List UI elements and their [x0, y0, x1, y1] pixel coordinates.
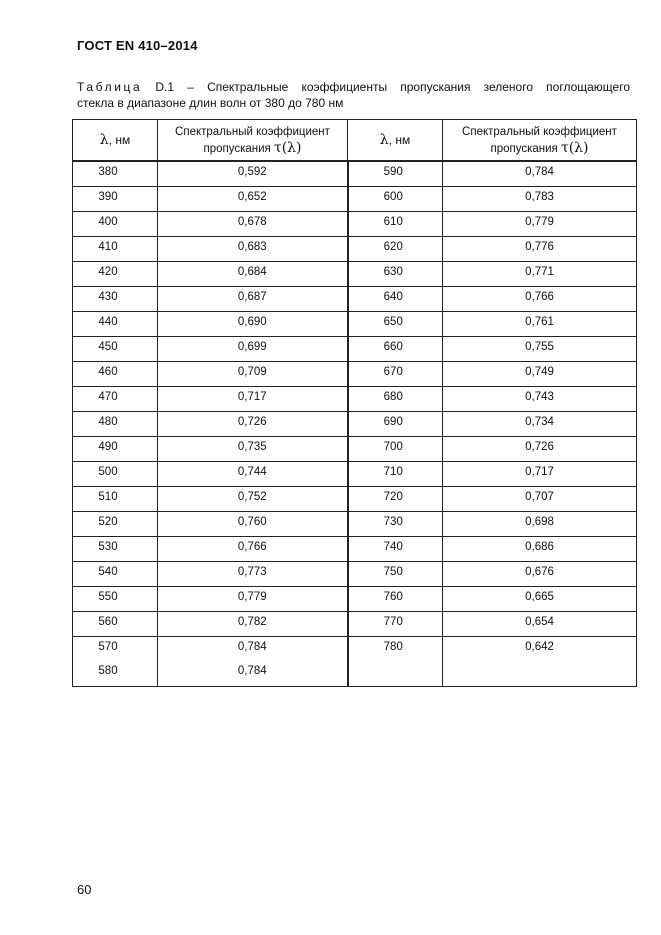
- coefficient-cell-right: 0,698: [443, 511, 637, 536]
- coef-header-line1: Спектральный коэффициент: [175, 125, 330, 138]
- table-row: [73, 461, 637, 486]
- coefficient-cell-right: 0,686: [443, 536, 637, 561]
- table-row: [73, 636, 637, 661]
- wavelength-cell-right: 600: [348, 186, 443, 211]
- wavelength-cell-right: 610: [348, 211, 443, 236]
- coefficient-cell-left: 0,717: [158, 386, 348, 411]
- table-row: [73, 236, 637, 261]
- header-wavelength-left: [73, 120, 158, 162]
- coefficient-cell-left: 0,784: [158, 661, 348, 686]
- coefficient-cell-right: 0,717: [443, 461, 637, 486]
- coefficient-cell-left: 0,683: [158, 236, 348, 261]
- table-row: [73, 586, 637, 611]
- wavelength-cell-right: 660: [348, 336, 443, 361]
- wavelength-cell-right: 720: [348, 486, 443, 511]
- coefficient-cell-left: 0,782: [158, 611, 348, 636]
- wavelength-cell-right: 650: [348, 311, 443, 336]
- wavelength-cell-left: 430: [73, 286, 158, 311]
- table-row: [73, 361, 637, 386]
- wavelength-cell-right: 740: [348, 536, 443, 561]
- wavelength-cell-right: 700: [348, 436, 443, 461]
- table-row: [73, 661, 637, 686]
- wavelength-cell-left: 490: [73, 436, 158, 461]
- table-row: [73, 286, 637, 311]
- table-row: [73, 511, 637, 536]
- wavelength-cell-right: 690: [348, 411, 443, 436]
- coef-header-line1: Спектральный коэффициент: [462, 125, 617, 138]
- wavelength-cell-left: 380: [73, 161, 158, 186]
- table-row: [73, 186, 637, 211]
- coefficient-cell-left: 0,726: [158, 411, 348, 436]
- caption-table-word: Таблица: [77, 80, 143, 94]
- wavelength-cell-right: 760: [348, 586, 443, 611]
- table-row: [73, 336, 637, 361]
- wavelength-cell-left: 450: [73, 336, 158, 361]
- table-row: [73, 161, 637, 186]
- coefficient-cell-left: 0,760: [158, 511, 348, 536]
- table-row: [73, 436, 637, 461]
- coef-header-line2: пропускания: [203, 142, 274, 155]
- wavelength-cell-right: 770: [348, 611, 443, 636]
- spectral-transmittance-table: [72, 119, 637, 687]
- coefficient-cell-left: 0,735: [158, 436, 348, 461]
- table-row: [73, 561, 637, 586]
- wavelength-cell-right: 670: [348, 361, 443, 386]
- table-row: [73, 261, 637, 286]
- wavelength-cell-right: 730: [348, 511, 443, 536]
- wavelength-cell-left: 460: [73, 361, 158, 386]
- coefficient-cell-right: 0,726: [443, 436, 637, 461]
- wavelength-cell-left: 480: [73, 411, 158, 436]
- wavelength-cell-left: 440: [73, 311, 158, 336]
- wavelength-cell-right: 680: [348, 386, 443, 411]
- coefficient-cell-left: 0,784: [158, 636, 348, 661]
- document-header: ГОСТ EN 410–2014: [77, 38, 198, 53]
- wavelength-cell-right: 710: [348, 461, 443, 486]
- wavelength-cell-left: 510: [73, 486, 158, 511]
- lambda-symbol: λ: [379, 132, 389, 148]
- coefficient-cell-right: 0,755: [443, 336, 637, 361]
- header-coefficient-left: [158, 120, 348, 162]
- header-wavelength-right: [348, 120, 443, 162]
- coefficient-cell-right: 0,783: [443, 186, 637, 211]
- wavelength-cell-left: 550: [73, 586, 158, 611]
- table-row: [73, 611, 637, 636]
- coefficient-cell-right: 0,761: [443, 311, 637, 336]
- wavelength-cell-left: 410: [73, 236, 158, 261]
- coefficient-cell-right: 0,776: [443, 236, 637, 261]
- coefficient-cell-left: 0,744: [158, 461, 348, 486]
- coefficient-cell-right: 0,676: [443, 561, 637, 586]
- wavelength-cell-right: 640: [348, 286, 443, 311]
- coefficient-cell-right: 0,784: [443, 161, 637, 186]
- coefficient-cell-left: 0,678: [158, 211, 348, 236]
- table-header-row: [73, 120, 637, 162]
- coefficient-cell-left: 0,652: [158, 186, 348, 211]
- wavelength-cell-left: 470: [73, 386, 158, 411]
- wavelength-cell-right: 590: [348, 161, 443, 186]
- coefficient-cell-right: 0,642: [443, 636, 637, 661]
- coefficient-cell-right: 0,734: [443, 411, 637, 436]
- wavelength-cell-left: 400: [73, 211, 158, 236]
- wavelength-cell-left: 540: [73, 561, 158, 586]
- page-number: 60: [77, 882, 92, 897]
- wavelength-cell-left: 390: [73, 186, 158, 211]
- caption-line-1-text: D.1 – Спектральные коэффициенты пропускания зеленого поглощающего: [155, 80, 630, 94]
- lambda-symbol: λ: [99, 132, 109, 148]
- caption-line-2: стекла в диапазоне длин волн от 380 до 780 нм: [77, 96, 344, 110]
- coefficient-cell-left: 0,684: [158, 261, 348, 286]
- table-row: [73, 211, 637, 236]
- wavelength-cell-right: 620: [348, 236, 443, 261]
- coefficient-cell-right: 0,743: [443, 386, 637, 411]
- wavelength-cell-right: 630: [348, 261, 443, 286]
- wavelength-cell-left: 570: [73, 636, 158, 661]
- coefficient-cell-right: [443, 661, 637, 686]
- coefficient-cell-left: 0,779: [158, 586, 348, 611]
- coefficient-cell-left: 0,766: [158, 536, 348, 561]
- table-row: [73, 311, 637, 336]
- coefficient-cell-left: 0,709: [158, 361, 348, 386]
- wavelength-cell-left: 580: [73, 661, 158, 686]
- table-row: [73, 486, 637, 511]
- coefficient-cell-right: 0,771: [443, 261, 637, 286]
- wavelength-cell-left: 420: [73, 261, 158, 286]
- caption-line-1: [77, 79, 630, 95]
- coefficient-cell-left: 0,752: [158, 486, 348, 511]
- table-row: [73, 386, 637, 411]
- wavelength-cell-right: 750: [348, 561, 443, 586]
- coefficient-cell-left: 0,687: [158, 286, 348, 311]
- table-row: [73, 536, 637, 561]
- wavelength-cell-left: 500: [73, 461, 158, 486]
- header-coefficient-right: [443, 120, 637, 162]
- table-body: [73, 161, 637, 686]
- wavelength-unit: , нм: [108, 133, 131, 147]
- table-caption: [77, 79, 630, 111]
- coefficient-cell-right: 0,779: [443, 211, 637, 236]
- coefficient-cell-right: 0,766: [443, 286, 637, 311]
- coefficient-cell-right: 0,665: [443, 586, 637, 611]
- coefficient-cell-left: 0,773: [158, 561, 348, 586]
- coefficient-cell-right: 0,707: [443, 486, 637, 511]
- tau-lambda-symbol: τ(λ): [560, 139, 589, 156]
- table-row: [73, 411, 637, 436]
- wavelength-cell-right: 780: [348, 636, 443, 661]
- wavelength-cell-left: 520: [73, 511, 158, 536]
- wavelength-cell-left: 560: [73, 611, 158, 636]
- coefficient-cell-left: 0,699: [158, 336, 348, 361]
- coefficient-cell-right: 0,654: [443, 611, 637, 636]
- wavelength-cell-left: 530: [73, 536, 158, 561]
- tau-lambda-symbol: τ(λ): [273, 139, 302, 156]
- wavelength-cell-right: [348, 661, 443, 686]
- coef-header-line2: пропускания: [490, 142, 561, 155]
- coefficient-cell-left: 0,592: [158, 161, 348, 186]
- coefficient-cell-left: 0,690: [158, 311, 348, 336]
- coefficient-cell-right: 0,749: [443, 361, 637, 386]
- wavelength-unit: , нм: [388, 133, 411, 147]
